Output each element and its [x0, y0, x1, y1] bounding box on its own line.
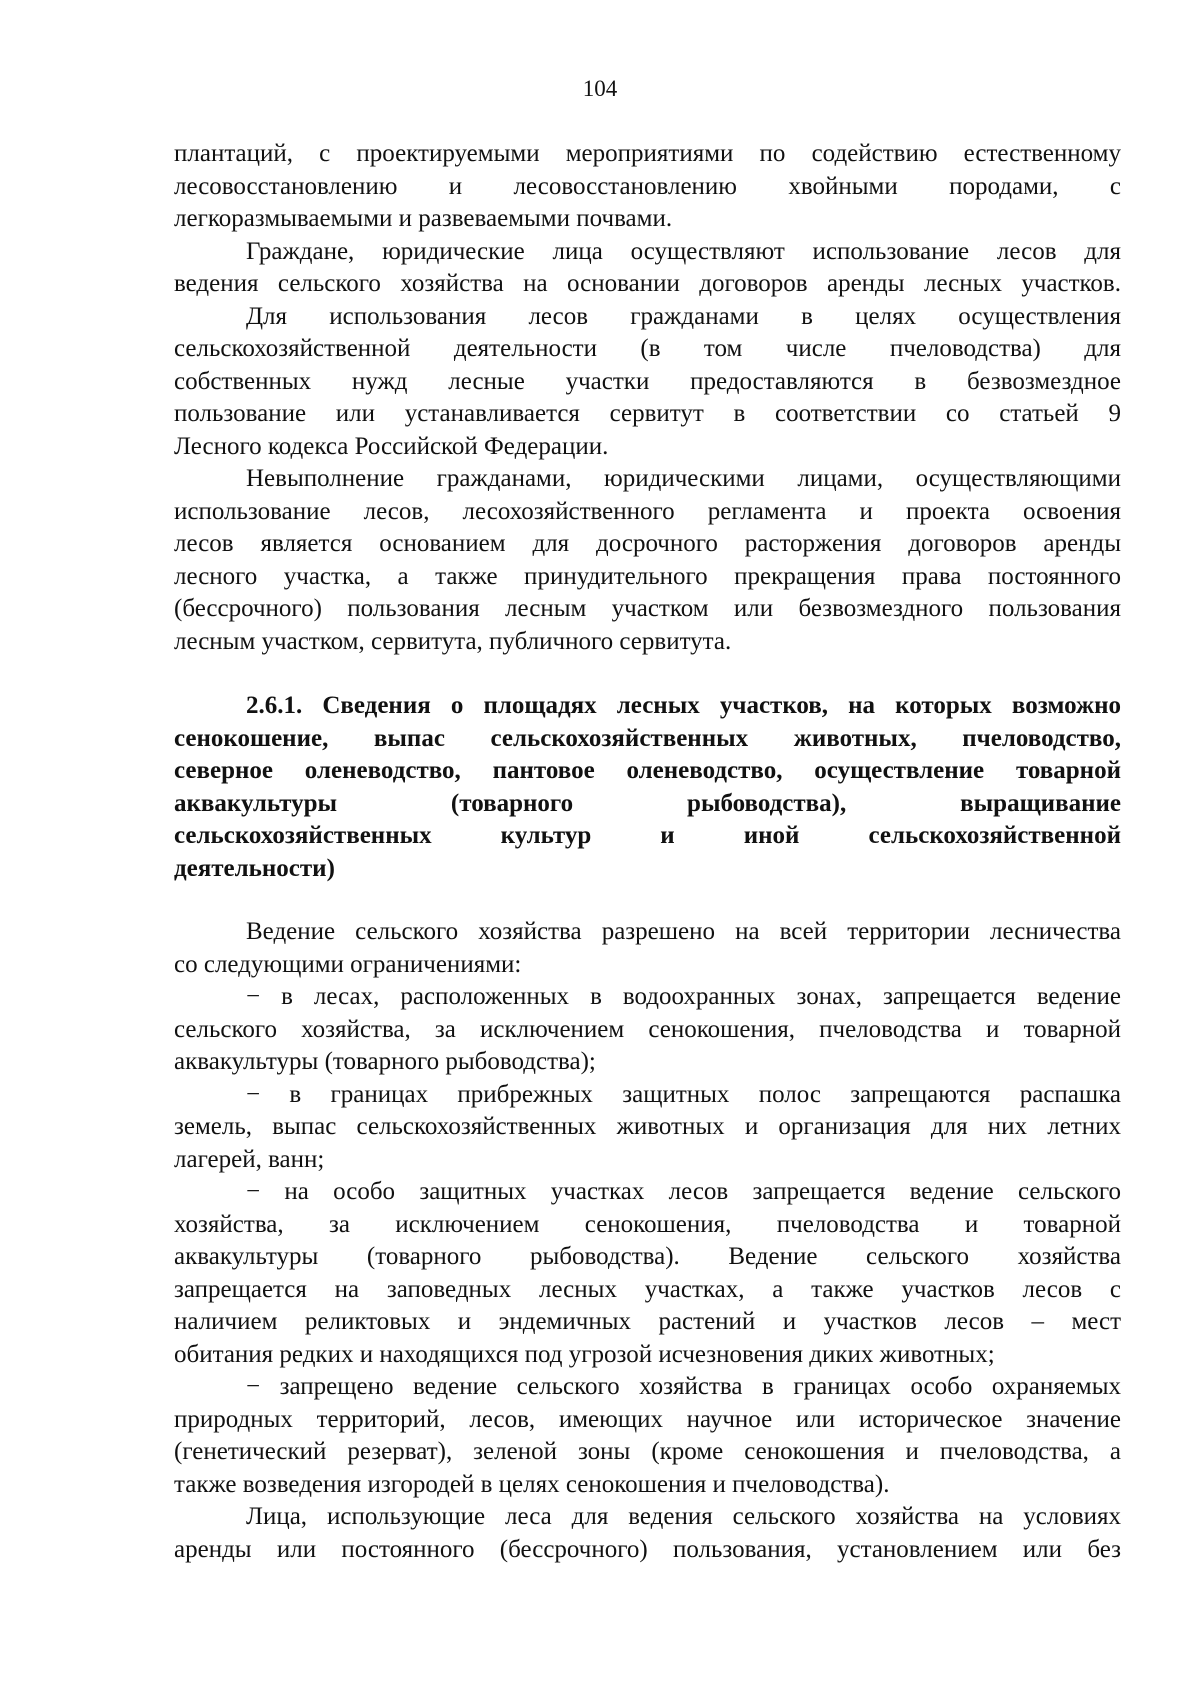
- text-line: лесов является основанием для досрочного расторжения договоров аренды: [174, 530, 1121, 557]
- document-body: [174, 138, 1121, 1566]
- heading-line: деятельности): [174, 854, 335, 882]
- heading-line: северное оленеводство, пантовое оленеводство, осуществление товарной: [174, 757, 1121, 784]
- page-number: 104: [582, 76, 618, 101]
- text-line: использование лесов, лесохозяйственного регламента и проекта освоения: [174, 497, 1121, 525]
- text-line: (генетический резерват), зеленой зоны (кроме сенокошения и пчеловодства, а: [174, 1438, 1121, 1465]
- list-item-protected-territories: [174, 1371, 1121, 1501]
- list-item-protective-areas: [174, 1176, 1121, 1371]
- text-line: лесного участка, а также принудительного прекращения права постоянного: [174, 562, 1121, 590]
- text-line: − на особо защитных участках лесов запрещается ведение сельского: [246, 1178, 1121, 1205]
- section-heading: [174, 690, 1121, 885]
- text-line: − запрещено ведение сельского хозяйства в границах особо охраняемых: [246, 1373, 1121, 1400]
- text-line: плантаций, с проектируемыми мероприятиями по содействию естественному: [174, 140, 1121, 167]
- list-item-water-zones: [174, 981, 1121, 1079]
- text-line: лесным участком, сервитута, публичного сервитута.: [174, 627, 732, 655]
- text-line: лесовосстановлению и лесовосстановлению хвойными породами, с: [174, 172, 1121, 200]
- paragraph-continuation: [174, 138, 1121, 236]
- text-line: собственных нужд лесные участки предоставляются в безвозмездное: [174, 367, 1121, 395]
- paragraph-agriculture-allowed: [174, 916, 1121, 981]
- text-line: − в лесах, расположенных в водоохранных зонах, запрещается ведение: [246, 983, 1121, 1010]
- text-line: запрещается на заповедных лесных участках, а также участков лесов с: [174, 1275, 1121, 1303]
- paragraph-free-use: [174, 301, 1121, 464]
- text-line: Лица, использующие леса для ведения сельского хозяйства на условиях: [246, 1503, 1121, 1530]
- text-line: Ведение сельского хозяйства разрешено на всей территории лесничества: [246, 918, 1121, 945]
- paragraph-persons-using-forests: [174, 1501, 1121, 1566]
- text-line: аквакультуры (товарного рыбоводства). Ведение сельского хозяйства: [174, 1243, 1121, 1270]
- paragraph-citizens-use: [174, 236, 1121, 301]
- text-line: (бессрочного) пользования лесным участком или безвозмездного пользования: [174, 595, 1121, 622]
- list-item-coastal-strips: [174, 1079, 1121, 1177]
- text-line: земель, выпас сельскохозяйственных животных и организация для них летних: [174, 1113, 1121, 1140]
- text-line: аквакультуры (товарного рыбоводства);: [174, 1048, 596, 1075]
- text-line: ведения сельского хозяйства на основании договоров аренды лесных участков.: [174, 270, 1121, 297]
- text-line: Для использования лесов гражданами в целях осуществления: [246, 302, 1121, 330]
- text-line: Невыполнение гражданами, юридическими лицами, осуществляющими: [246, 465, 1121, 492]
- text-line: лагерей, ванн;: [174, 1145, 325, 1173]
- text-line: природных территорий, лесов, имеющих научное или историческое значение: [174, 1405, 1121, 1433]
- spacer: [174, 658, 1121, 690]
- text-line: со следующими ограничениями:: [174, 950, 522, 978]
- text-line: наличием реликтовых и эндемичных растений и участков лесов – мест: [174, 1308, 1121, 1335]
- paragraph-non-compliance: [174, 463, 1121, 658]
- text-line: пользование или устанавливается сервитут в соответствии со статьей 9: [174, 400, 1121, 427]
- text-line: хозяйства, за исключением сенокошения, пчеловодства и товарной: [174, 1210, 1121, 1238]
- heading-line: 2.6.1. Сведения о площадях лесных участков, на которых возможно: [246, 692, 1121, 719]
- spacer: [174, 885, 1121, 916]
- text-line: обитания редких и находящихся под угрозой исчезновения диких животных;: [174, 1340, 995, 1368]
- heading-line: аквакультуры (товарного рыбоводства), выращивание: [174, 789, 1121, 817]
- text-line: Лесного кодекса Российской Федерации.: [174, 432, 609, 460]
- heading-line: сенокошение, выпас сельскохозяйственных животных, пчеловодство,: [174, 724, 1121, 752]
- text-line: Граждане, юридические лица осуществляют использование лесов для: [246, 237, 1121, 265]
- text-line: также возведения изгородей в целях сенокошения и пчеловодства).: [174, 1470, 890, 1498]
- text-line: легкоразмываемыми и развеваемыми почвами.: [174, 205, 673, 232]
- text-line: сельского хозяйства, за исключением сенокошения, пчеловодства и товарной: [174, 1015, 1121, 1043]
- text-line: аренды или постоянного (бессрочного) пользования, установлением или без: [174, 1535, 1121, 1563]
- heading-line: сельскохозяйственных культур и иной сельскохозяйственной: [174, 822, 1121, 849]
- text-line: − в границах прибрежных защитных полос запрещаются распашка: [246, 1080, 1121, 1108]
- text-line: сельскохозяйственной деятельности (в том числе пчеловодства) для: [174, 335, 1121, 362]
